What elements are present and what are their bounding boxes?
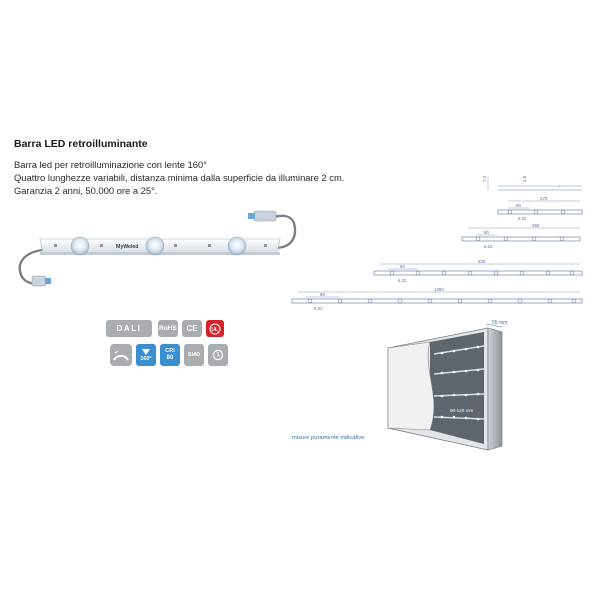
dali-badge: DALI [106,320,152,337]
dimming-badge [110,344,132,366]
dimming-icon [113,349,129,361]
cri-value: 80 [166,355,174,361]
pitch-label-4: 90 [320,292,325,297]
connector-right [254,211,276,221]
svg-text:~: ~ [558,184,561,189]
description-line-2: Quattro lunghezze variabili, distanza minima dalla superficie da illuminare 2 cm. [14,172,345,183]
badges-panel [106,320,226,372]
description-line-3: Garanzia 2 anni, 50.000 ore a 25°. [14,185,158,196]
rohs-badge: RoHS [158,320,178,337]
hole-label-3: 6.22 [398,278,407,283]
bar-drawing-630 [374,259,582,283]
length-label-360: 360 [532,223,540,228]
lens-2 [146,237,164,255]
lightbox-side [488,328,502,450]
dimension-drawings [282,168,594,318]
ul-icon [209,323,221,335]
hole-label-1: 6.22 [518,216,527,221]
lightbox-illustration [380,318,520,458]
description-line-1: Barra led per retroilluminazione con lente 160° [14,159,207,170]
connector-left [32,276,46,286]
lens-1 [71,237,89,255]
pitch-label-2: 90 [484,230,489,235]
led-bar-photo [12,205,312,290]
length-label-1260: 1260 [434,287,444,292]
profile-height-label: 7.4 [482,175,487,182]
bar-drawing-360 [462,223,580,249]
depth-label: 55 mm [492,320,508,326]
angle-value: 160° [140,356,152,362]
svg-text:UL: UL [211,326,219,333]
pitch-label-3: 90 [400,264,405,269]
ul-badge [206,320,224,337]
product-title: Barra LED retroilluminante [14,138,148,150]
hole-label-4: 6.22 [314,306,323,311]
lens-3 [228,237,246,255]
lifetime-badge [208,344,228,366]
indicative-measures-note: misure puramente indicative [292,435,365,441]
beam-angle-icon [141,348,151,356]
bar-drawing-1260 [292,287,582,311]
smd-badge: SMD [184,344,204,366]
bar-drawing-270 [498,196,582,221]
length-label-270: 270 [540,196,548,201]
clock-icon [212,349,224,361]
profile-thickness-label: 1.8 [522,175,527,182]
cri-badge [160,344,180,366]
pitch-label-1: 90 [516,203,521,208]
cri-label: CRI [165,348,175,354]
profile-drawing [482,175,582,190]
ce-badge: CE [182,320,202,337]
angle-badge [136,344,156,366]
length-label-630: 630 [478,259,486,264]
hole-label-2: 6.22 [484,244,493,249]
spacing-label: 90-120 mm [450,408,474,413]
brand-label: MyWeled [116,244,139,250]
lightbox-cover [388,342,434,430]
